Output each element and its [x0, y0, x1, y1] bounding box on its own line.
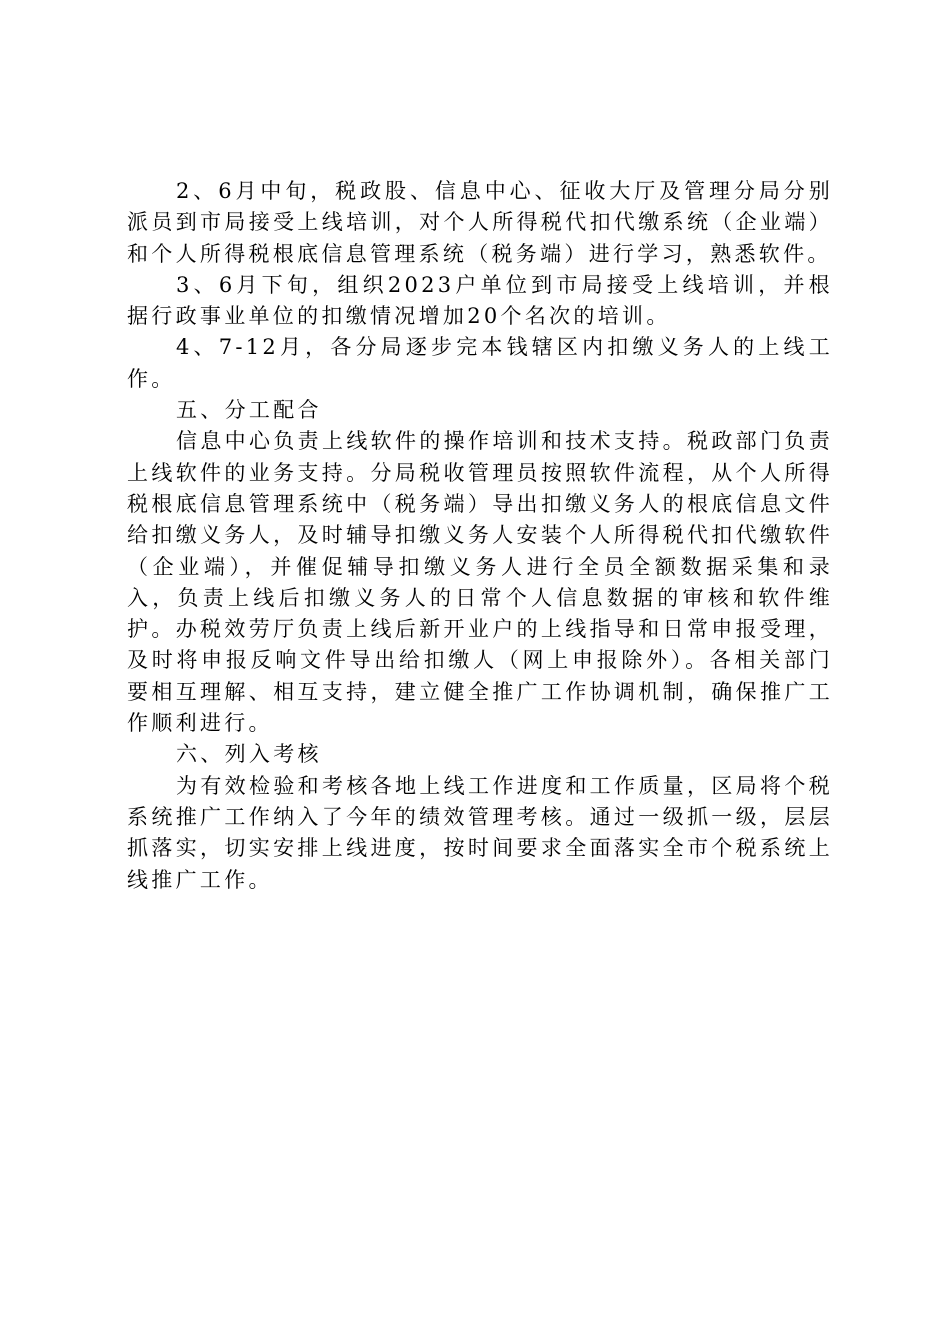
- paragraph-division-of-labor: 信息中心负责上线软件的操作培训和技术支持。税政部门负责上线软件的业务支持。分局税收管理员按照软件流程，从个人所得税根底信息管理系统中（税务端）导出扣缴义务人的根底信息文件给扣缴义务人，及时辅导扣缴义务人安装个人所得税代扣代缴软件（企业端），并催促辅导扣缴义务人进行全员全额数据采集和录入，负责上线后扣缴义务人的日常个人信息数据的审核和软件维护。办税效劳厅负责上线后新开业户的上线指导和日常申报受理，及时将申报反响文件导出给扣缴人（网上申报除外）。各相关部门要相互理解、相互支持，建立健全推广工作协调机制，确保推广工作顺利进行。: [127, 429, 833, 736]
- paragraph-july-december: 4、7-12月，各分局逐步完本钱辖区内扣缴义务人的上线工作。: [127, 335, 833, 391]
- paragraph-training-late-june: 3、6月下旬，组织2023户单位到市局接受上线培训，并根据行政事业单位的扣缴情况增加20个名次的培训。: [127, 272, 833, 329]
- paragraph-training-mid-june: 2、6月中旬，税政股、信息中心、征收大厅及管理分局分别派员到市局接受上线培训，对个人所得税代扣代缴系统（企业端）和个人所得税根底信息管理系统（税务端）进行学习，熟悉软件。: [127, 179, 833, 266]
- paragraph-assessment: 为有效检验和考核各地上线工作进度和工作质量，区局将个税系统推广工作纳入了今年的绩效管理考核。通过一级抓一级，层层抓落实，切实安排上线进度，按时间要求全面落实全市个税系统上线推广工作。: [127, 773, 833, 892]
- document-body: [127, 176, 833, 896]
- section-heading-assessment: 六、列入考核: [176, 742, 322, 767]
- section-heading-division-of-labor: 五、分工配合: [176, 398, 322, 423]
